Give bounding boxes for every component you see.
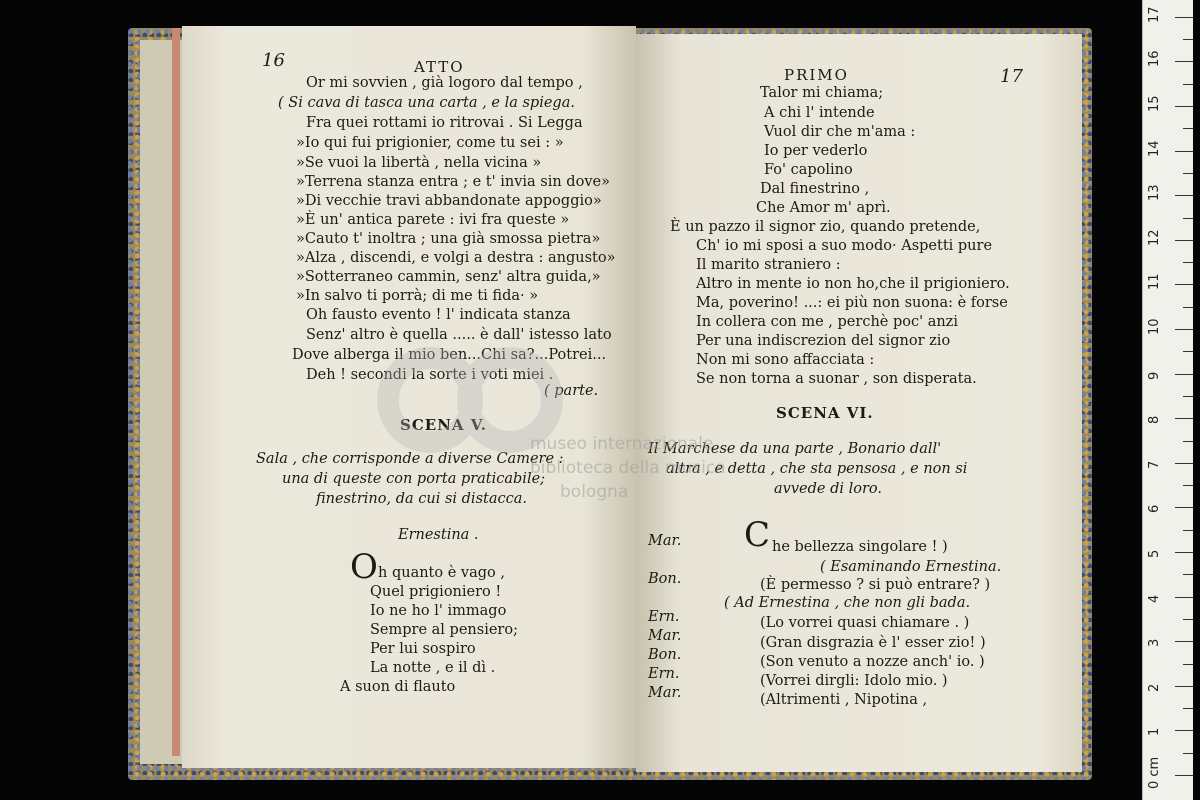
ruler-tick	[1183, 530, 1193, 531]
scene-heading: SCENA V.	[400, 416, 488, 434]
stage-direction-line: una di queste con porta praticabile;	[282, 471, 546, 487]
song-line: Vuol dir che m'ama :	[764, 124, 916, 140]
stage-direction-line: Il Marchese da una parte , Bonario dall'	[648, 441, 942, 457]
watermark-text: museo internazionale	[530, 434, 714, 454]
song-line: h quanto è vago ,	[378, 565, 505, 581]
dialogue-speaker: Ern.	[648, 609, 680, 625]
verse-line: »In salvo ti porrà; di me ti fida· »	[296, 288, 539, 304]
dialogue-text: (Son venuto a nozze anch' io. )	[760, 654, 985, 670]
stage-direction-line: altra , e detta , che sta pensosa , e non si	[666, 461, 968, 477]
speech-line: Non mi sono affacciata :	[696, 352, 875, 368]
running-head: PRIMO	[784, 66, 849, 84]
verse-line: Oh fausto evento ! l' indicata stanza	[306, 307, 571, 323]
ruler-tick	[1183, 351, 1193, 352]
dialogue-speaker: Mar.	[648, 628, 682, 644]
left-page	[182, 26, 636, 768]
ruler-tick	[1183, 753, 1193, 754]
ruler-tick	[1183, 574, 1193, 575]
song-line: Dal finestrino ,	[760, 181, 870, 197]
ruler-label: 1	[1147, 728, 1162, 737]
speaker-name: Ernestina .	[398, 527, 479, 543]
ruler-tick	[1183, 708, 1193, 709]
ruler-tick	[1183, 485, 1193, 486]
verse-line: »Io qui fui prigionier, come tu sei : »	[296, 135, 564, 151]
ruler-tick	[1183, 84, 1193, 85]
watermark-text: bologna	[560, 482, 629, 502]
ruler-tick	[1175, 284, 1193, 285]
song-line: Talor mi chiama;	[760, 85, 884, 101]
running-head: ATTO	[414, 58, 465, 76]
verse-line: Dove alberga il mio ben...Chi sa?...Potrei...	[292, 347, 607, 363]
song-line: Che Amor m' aprì.	[756, 200, 891, 216]
watermark-text: biblioteca della musica	[530, 458, 726, 478]
ruler-label: 11	[1147, 273, 1162, 291]
ruler-tick	[1183, 307, 1193, 308]
ruler-tick	[1183, 441, 1193, 442]
speech-line: Altro in mente io non ho,che il prigioniero.	[696, 276, 1010, 292]
page-number: 17	[1000, 66, 1023, 87]
ruler-label: 16	[1147, 50, 1162, 68]
dialogue-speaker: Bon.	[648, 647, 682, 663]
ruler-tick	[1183, 128, 1193, 129]
ruler-tick	[1183, 262, 1193, 263]
song-line: A chi l' intende	[764, 105, 875, 121]
catchword-line: A suon di flauto	[340, 679, 456, 695]
stage-direction-line: ( Ad Ernestina , che non gli bada.	[724, 595, 971, 611]
speech-line: Il marito straniero :	[696, 257, 841, 273]
verse-line: »È un' antica parete : ivi fra queste »	[296, 212, 570, 228]
ruler-tick	[1175, 641, 1193, 642]
song-line: Quel prigioniero !	[370, 584, 502, 600]
ruler-label: 5	[1147, 549, 1162, 558]
ruler-label: 7	[1147, 460, 1162, 469]
stage-direction-line: finestrino, da cui si distacca.	[316, 491, 527, 507]
ruler-tick	[1175, 106, 1193, 107]
ruler-label: 0 cm	[1147, 756, 1162, 789]
ruler-tick	[1175, 17, 1193, 18]
ruler-tick	[1175, 507, 1193, 508]
ruler-label: 3	[1147, 638, 1162, 648]
song-line: Per lui sospiro	[370, 641, 476, 657]
ruler-label: 4	[1147, 594, 1162, 603]
verse-line: Or mi sovvien , già logoro dal tempo ,	[306, 75, 583, 91]
ruler-label: 2	[1147, 683, 1162, 692]
speech-line: Se non torna a suonar , son disperata.	[696, 371, 977, 387]
dialogue-speaker: Bon.	[648, 571, 682, 587]
ruler-tick	[1175, 151, 1193, 152]
song-line: La notte , e il dì .	[370, 660, 496, 676]
measuring-ruler	[1142, 0, 1193, 800]
song-line: Io ne ho l' immago	[370, 603, 507, 619]
ruler-label: 6	[1147, 505, 1162, 514]
speech-line: Ch' io mi sposi a suo modo· Aspetti pure	[696, 238, 993, 254]
song-line: Io per vederlo	[764, 143, 868, 159]
verse-line: »Sotterraneo cammin, senz' altra guida,»	[296, 269, 601, 285]
dialogue-speaker: Mar.	[648, 685, 682, 701]
ruler-tick	[1175, 195, 1193, 196]
verse-line: »Terrena stanza entra ; e t' invia sin dove»	[296, 174, 610, 190]
ruler-label: 15	[1147, 95, 1162, 112]
ruler-tick	[1183, 619, 1193, 620]
ruler-tick	[1175, 418, 1193, 419]
page-number: 16	[262, 50, 285, 71]
song-line: Fo' capolino	[764, 162, 853, 178]
ruler-tick	[1175, 463, 1193, 464]
dialogue-speaker: Mar.	[648, 533, 682, 549]
ruler-tick	[1175, 61, 1193, 62]
verse-line: Fra quei rottami io ritrovai . Si Legga	[306, 115, 583, 131]
page-edge	[172, 28, 180, 756]
dialogue-text: he bellezza singolare ! )	[772, 539, 948, 555]
ruler-tick	[1183, 396, 1193, 397]
exit-direction: ( parte.	[544, 383, 599, 399]
ruler-tick	[1183, 218, 1193, 219]
ruler-label: 9	[1147, 371, 1162, 380]
ruler-label: 10	[1147, 318, 1162, 335]
verse-line: Senz' altro è quella ..... è dall' istesso lato	[306, 327, 612, 343]
ruler-label: 14	[1147, 140, 1162, 157]
ruler-tick	[1175, 374, 1193, 375]
ruler-label: 12	[1147, 229, 1162, 246]
speech-line: Ma, poverino! ...: ei più non suona: è forse	[696, 295, 1008, 311]
speech-line: In collera con me , perchè poc' anzi	[696, 314, 958, 330]
ruler-tick	[1183, 664, 1193, 665]
ruler-tick	[1175, 686, 1193, 687]
verse-line: Deh ! secondi la sorte i voti miei .	[306, 367, 554, 383]
dialogue-speaker: Ern.	[648, 666, 680, 682]
dialogue-text: (Altrimenti , Nipotina ,	[760, 692, 928, 708]
speech-line: È un pazzo il signor zio, quando pretende,	[670, 219, 981, 235]
ruler-tick	[1175, 597, 1193, 598]
ruler-tick	[1175, 730, 1193, 731]
verse-line: »Alza , discendi, e volgi a destra : angusto»	[296, 250, 616, 266]
stage-direction-line: ( Esaminando Ernestina.	[820, 559, 1002, 575]
scene-heading: SCENA VI.	[776, 404, 874, 422]
speech-line: Per una indiscrezion del signor zio	[696, 333, 951, 349]
dialogue-text: (Gran disgrazia è l' esser zio! )	[760, 635, 986, 651]
verse-line: »Se vuoi la libertà , nella vicina »	[296, 155, 542, 171]
dialogue-text: (È permesso ? si può entrare? )	[760, 577, 991, 593]
right-page	[636, 34, 1082, 772]
song-line: Sempre al pensiero;	[370, 622, 518, 638]
ruler-tick	[1175, 240, 1193, 241]
verse-line: »Di vecchie travi abbandonate appoggio»	[296, 193, 602, 209]
dialogue-text: (Lo vorrei quasi chiamare . )	[760, 615, 970, 631]
stage-direction-line: Sala , che corrisponde a diverse Camere :	[256, 451, 564, 467]
ruler-tick	[1175, 775, 1193, 776]
drop-cap: C	[744, 515, 771, 555]
ruler-label: 17	[1147, 6, 1162, 23]
ruler-label: 13	[1147, 184, 1162, 202]
ruler-tick	[1183, 173, 1193, 174]
drop-cap: O	[350, 547, 378, 587]
ruler-tick	[1175, 329, 1193, 330]
ruler-tick	[1175, 552, 1193, 553]
dialogue-text: (Vorrei dirgli: Idolo mio. )	[760, 673, 948, 689]
verse-line: »Cauto t' inoltra ; una già smossa pietra»	[296, 231, 601, 247]
stage-direction-line: ( Si cava di tasca una carta , e la spiega.	[278, 95, 575, 111]
stage-direction-line: avvede di loro.	[774, 481, 882, 497]
ruler-label: 8	[1147, 415, 1162, 425]
ruler-tick	[1183, 39, 1193, 40]
